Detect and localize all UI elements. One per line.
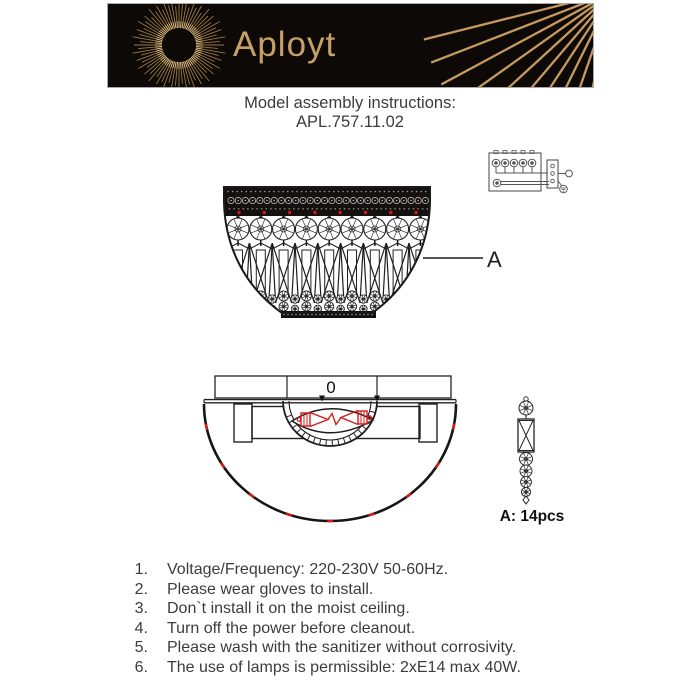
instruction-number: 6.: [134, 658, 148, 676]
instruction-text: The use of lamps is permissible: 2xE14 max 40W.: [167, 658, 521, 676]
instruction-text: Voltage/Frequency: 220-230V 50-60Hz.: [167, 561, 449, 578]
instruction-item: [130, 580, 521, 600]
instructions-list: [130, 560, 521, 678]
instruction-number: 5.: [134, 639, 148, 657]
instruction-text: Turn off the power before cleanout.: [167, 619, 416, 637]
instruction-number: 2.: [134, 580, 148, 598]
part-count-label: A: 14pcs: [499, 508, 565, 525]
instruction-item: [130, 560, 521, 580]
instruction-item: [130, 599, 521, 619]
instruction-item: [130, 658, 521, 678]
instruction-number: 3.: [134, 600, 148, 618]
instruction-text: Please wear gloves to install.: [167, 580, 374, 598]
zero-marker: 0: [326, 378, 336, 397]
wiring-diagram: [489, 151, 572, 193]
part-a-label: A: [487, 247, 502, 272]
instruction-text: Don`t install it on the moist ceiling.: [167, 600, 410, 618]
part-a-drawing: [518, 397, 534, 504]
instruction-text: Please wash with the sanitizer without corrosivity.: [167, 639, 517, 657]
plan-view-drawing: [204, 376, 456, 521]
page-title: Model assembly instructions:: [244, 94, 456, 112]
brand-name: Aployt: [233, 25, 337, 64]
front-view-drawing: [224, 187, 483, 318]
instruction-number: 4.: [134, 619, 148, 637]
instruction-item: [130, 619, 521, 639]
instruction-item: [130, 638, 521, 658]
model-code: APL.757.11.02: [296, 112, 404, 131]
instruction-number: 1.: [134, 561, 148, 578]
